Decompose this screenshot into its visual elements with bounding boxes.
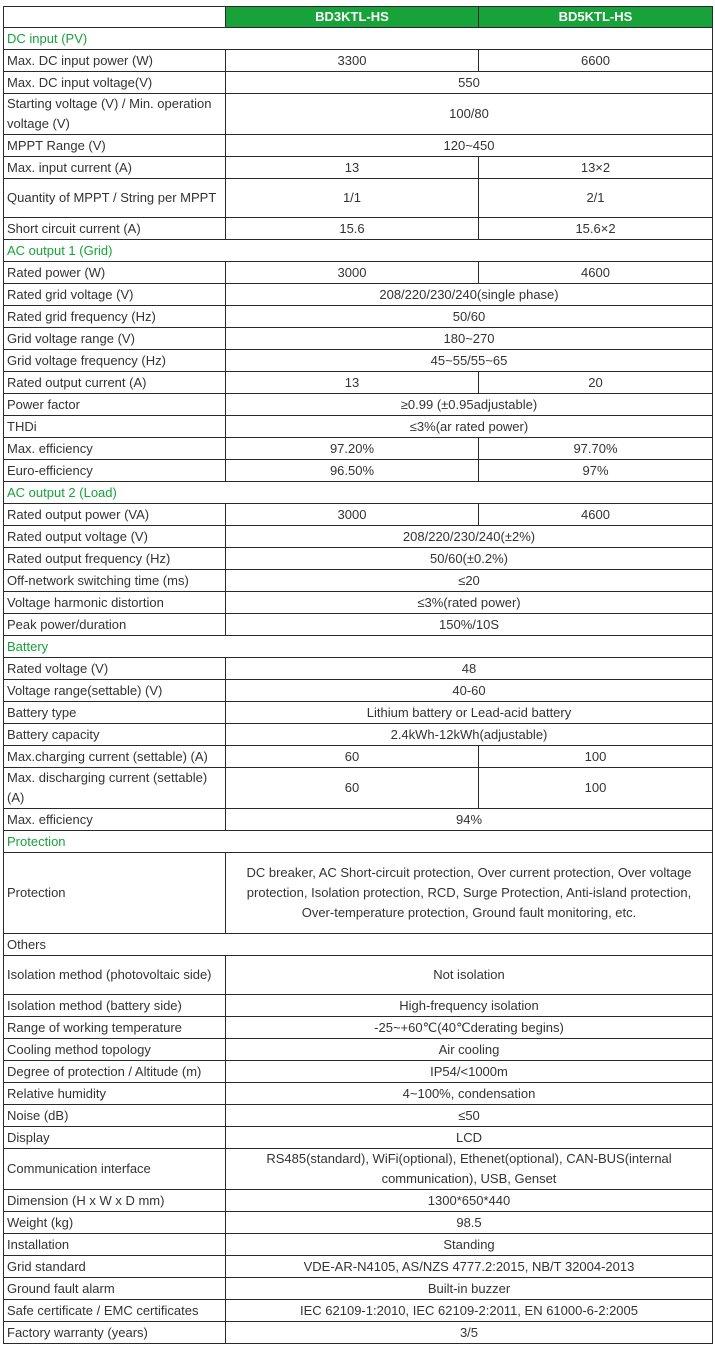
spec-value-shared: 98.5: [226, 1212, 713, 1234]
spec-label: Protection: [4, 853, 226, 934]
section-heading: Others: [4, 934, 713, 956]
spec-row: [4, 1039, 713, 1061]
spec-label: Degree of protection / Altitude (m): [4, 1061, 226, 1083]
spec-label: Power factor: [4, 394, 226, 416]
spec-value: 4600: [479, 262, 713, 284]
spec-label: Isolation method (battery side): [4, 995, 226, 1017]
spec-row: [4, 438, 713, 460]
spec-value: 15.6: [226, 218, 479, 240]
spec-row: [4, 1061, 713, 1083]
spec-value-shared: DC breaker, AC Short-circuit protection, Over current protection, Over voltage protection, Isolation protection, RCD, Surge Protection, Anti-island protection, Over-temperature protection, Ground fault monitoring, etc.: [226, 853, 713, 934]
header-row: [4, 7, 713, 28]
spec-row: [4, 1300, 713, 1322]
spec-value-shared: 550: [226, 72, 713, 94]
spec-value-shared: 180~270: [226, 328, 713, 350]
spec-row: [4, 548, 713, 570]
spec-row: [4, 1234, 713, 1256]
spec-value-shared: 4~100%, condensation: [226, 1083, 713, 1105]
section-row: [4, 934, 713, 956]
spec-value: 97.70%: [479, 438, 713, 460]
spec-row: [4, 504, 713, 526]
spec-row: [4, 1083, 713, 1105]
spec-label: Battery type: [4, 702, 226, 724]
spec-value-shared: 150%/10S: [226, 614, 713, 636]
spec-value-shared: 2.4kWh-12kWh(adjustable): [226, 724, 713, 746]
spec-label: Communication interface: [4, 1149, 226, 1190]
section-row: [4, 28, 713, 50]
spec-label: Grid standard: [4, 1256, 226, 1278]
spec-label: MPPT Range (V): [4, 135, 226, 157]
spec-value: 60: [226, 768, 479, 809]
model-header: BD3KTL-HS: [226, 7, 479, 28]
spec-value-shared: ≤3%(rated power): [226, 592, 713, 614]
spec-value-shared: VDE-AR-N4105, AS/NZS 4777.2:2015, NB/T 32004-2013: [226, 1256, 713, 1278]
spec-value: 4600: [479, 504, 713, 526]
spec-row: [4, 1127, 713, 1149]
spec-value-shared: Not isolation: [226, 956, 713, 995]
spec-value: 15.6×2: [479, 218, 713, 240]
spec-label: Voltage harmonic distortion: [4, 592, 226, 614]
spec-value: 60: [226, 746, 479, 768]
section-heading: DC input (PV): [4, 28, 713, 50]
spec-value-shared: 48: [226, 658, 713, 680]
spec-value: 100: [479, 746, 713, 768]
section-row: [4, 831, 713, 853]
spec-value-shared: Standing: [226, 1234, 713, 1256]
spec-row: [4, 350, 713, 372]
spec-value-shared: 208/220/230/240(±2%): [226, 526, 713, 548]
spec-row: [4, 460, 713, 482]
spec-label: Rated output frequency (Hz): [4, 548, 226, 570]
spec-row: [4, 1017, 713, 1039]
spec-label: Range of working temperature: [4, 1017, 226, 1039]
spec-label: Euro-efficiency: [4, 460, 226, 482]
spec-row: [4, 1190, 713, 1212]
spec-row: [4, 94, 713, 135]
spec-value-shared: 3/5: [226, 1322, 713, 1344]
spec-value-shared: High-frequency isolation: [226, 995, 713, 1017]
spec-row: [4, 306, 713, 328]
spec-row: [4, 592, 713, 614]
spec-value-shared: ≤20: [226, 570, 713, 592]
spec-value-shared: 120~450: [226, 135, 713, 157]
spec-row: [4, 50, 713, 72]
spec-row: [4, 262, 713, 284]
spec-label: Peak power/duration: [4, 614, 226, 636]
spec-value: 20: [479, 372, 713, 394]
spec-row: [4, 956, 713, 995]
spec-label: Installation: [4, 1234, 226, 1256]
spec-label: Relative humidity: [4, 1083, 226, 1105]
spec-row: [4, 416, 713, 438]
spec-row: [4, 658, 713, 680]
spec-table: [3, 6, 713, 1344]
spec-row: [4, 1256, 713, 1278]
spec-row: [4, 372, 713, 394]
spec-label: Grid voltage range (V): [4, 328, 226, 350]
spec-row: [4, 809, 713, 831]
spec-label: Rated voltage (V): [4, 658, 226, 680]
spec-label: Display: [4, 1127, 226, 1149]
spec-value-shared: ≤3%(ar rated power): [226, 416, 713, 438]
spec-value: 13: [226, 157, 479, 179]
section-heading: Protection: [4, 831, 713, 853]
spec-label: Max. discharging current (settable) (A): [4, 768, 226, 809]
section-row: [4, 482, 713, 504]
spec-value: 3000: [226, 504, 479, 526]
spec-value-shared: IEC 62109-1:2010, IEC 62109-2:2011, EN 61000-6-2:2005: [226, 1300, 713, 1322]
section-heading: Battery: [4, 636, 713, 658]
spec-label: Grid voltage frequency (Hz): [4, 350, 226, 372]
spec-value-shared: 50/60: [226, 306, 713, 328]
spec-row: [4, 157, 713, 179]
section-heading: AC output 2 (Load): [4, 482, 713, 504]
spec-value-shared: 208/220/230/240(single phase): [226, 284, 713, 306]
spec-value-shared: 40-60: [226, 680, 713, 702]
spec-label: Battery capacity: [4, 724, 226, 746]
spec-value: 100: [479, 768, 713, 809]
spec-label: Rated output current (A): [4, 372, 226, 394]
spec-label: Max.charging current (settable) (A): [4, 746, 226, 768]
spec-value: 2/1: [479, 179, 713, 218]
spec-label: Cooling method topology: [4, 1039, 226, 1061]
spec-row: [4, 218, 713, 240]
spec-label: Voltage range(settable) (V): [4, 680, 226, 702]
spec-row: [4, 284, 713, 306]
spec-label: Rated output power (VA): [4, 504, 226, 526]
spec-value-shared: 94%: [226, 809, 713, 831]
spec-label: Starting voltage (V) / Min. operation voltage (V): [4, 94, 226, 135]
spec-row: [4, 1322, 713, 1344]
spec-label: Max. DC input power (W): [4, 50, 226, 72]
spec-value-shared: -25~+60℃(40℃derating begins): [226, 1017, 713, 1039]
section-row: [4, 636, 713, 658]
spec-row: [4, 394, 713, 416]
spec-label: THDi: [4, 416, 226, 438]
spec-value: 1/1: [226, 179, 479, 218]
spec-value-shared: ≥0.99 (±0.95adjustable): [226, 394, 713, 416]
section-row: [4, 240, 713, 262]
spec-label: Max. efficiency: [4, 438, 226, 460]
spec-row: [4, 1212, 713, 1234]
spec-row: [4, 724, 713, 746]
spec-value-shared: 45~55/55~65: [226, 350, 713, 372]
spec-row: [4, 614, 713, 636]
spec-label: Ground fault alarm: [4, 1278, 226, 1300]
spec-value-shared: ≤50: [226, 1105, 713, 1127]
spec-value-shared: 100/80: [226, 94, 713, 135]
spec-label: Max. input current (A): [4, 157, 226, 179]
spec-label: Quantity of MPPT / String per MPPT: [4, 179, 226, 218]
spec-row: [4, 526, 713, 548]
spec-label: Max. efficiency: [4, 809, 226, 831]
spec-row: [4, 853, 713, 934]
spec-row: [4, 570, 713, 592]
spec-row: [4, 72, 713, 94]
spec-label: Safe certificate / EMC certificates: [4, 1300, 226, 1322]
spec-row: [4, 768, 713, 809]
spec-value: 97%: [479, 460, 713, 482]
spec-row: [4, 746, 713, 768]
spec-value: 13×2: [479, 157, 713, 179]
spec-body: [4, 28, 713, 1344]
spec-value: 3000: [226, 262, 479, 284]
spec-value: 6600: [479, 50, 713, 72]
spec-value-shared: IP54/<1000m: [226, 1061, 713, 1083]
spec-label: Rated power (W): [4, 262, 226, 284]
spec-value: 3300: [226, 50, 479, 72]
spec-value-shared: 50/60(±0.2%): [226, 548, 713, 570]
spec-row: [4, 680, 713, 702]
spec-row: [4, 1105, 713, 1127]
spec-label: Factory warranty (years): [4, 1322, 226, 1344]
spec-row: [4, 702, 713, 724]
spec-label: Max. DC input voltage(V): [4, 72, 226, 94]
spec-row: [4, 1278, 713, 1300]
spec-label: Rated grid voltage (V): [4, 284, 226, 306]
spec-label: Isolation method (photovoltaic side): [4, 956, 226, 995]
spec-value-shared: 1300*650*440: [226, 1190, 713, 1212]
section-heading: AC output 1 (Grid): [4, 240, 713, 262]
spec-value-shared: Lithium battery or Lead-acid battery: [226, 702, 713, 724]
spec-value: 13: [226, 372, 479, 394]
spec-value-shared: Built-in buzzer: [226, 1278, 713, 1300]
header-corner-cell: [4, 7, 226, 28]
spec-value: 97.20%: [226, 438, 479, 460]
spec-label: Rated grid frequency (Hz): [4, 306, 226, 328]
spec-label: Weight (kg): [4, 1212, 226, 1234]
spec-row: [4, 995, 713, 1017]
spec-value-shared: Air cooling: [226, 1039, 713, 1061]
spec-row: [4, 328, 713, 350]
spec-label: Rated output voltage (V): [4, 526, 226, 548]
spec-row: [4, 135, 713, 157]
spec-row: [4, 1149, 713, 1190]
spec-label: Dimension (H x W x D mm): [4, 1190, 226, 1212]
spec-label: Noise (dB): [4, 1105, 226, 1127]
spec-value: 96.50%: [226, 460, 479, 482]
model-header: BD5KTL-HS: [479, 7, 713, 28]
spec-label: Short circuit current (A): [4, 218, 226, 240]
spec-value-shared: RS485(standard), WiFi(optional), Ethenet(optional), CAN-BUS(internal communication), USB, Genset: [226, 1149, 713, 1190]
spec-label: Off-network switching time (ms): [4, 570, 226, 592]
spec-value-shared: LCD: [226, 1127, 713, 1149]
spec-row: [4, 179, 713, 218]
